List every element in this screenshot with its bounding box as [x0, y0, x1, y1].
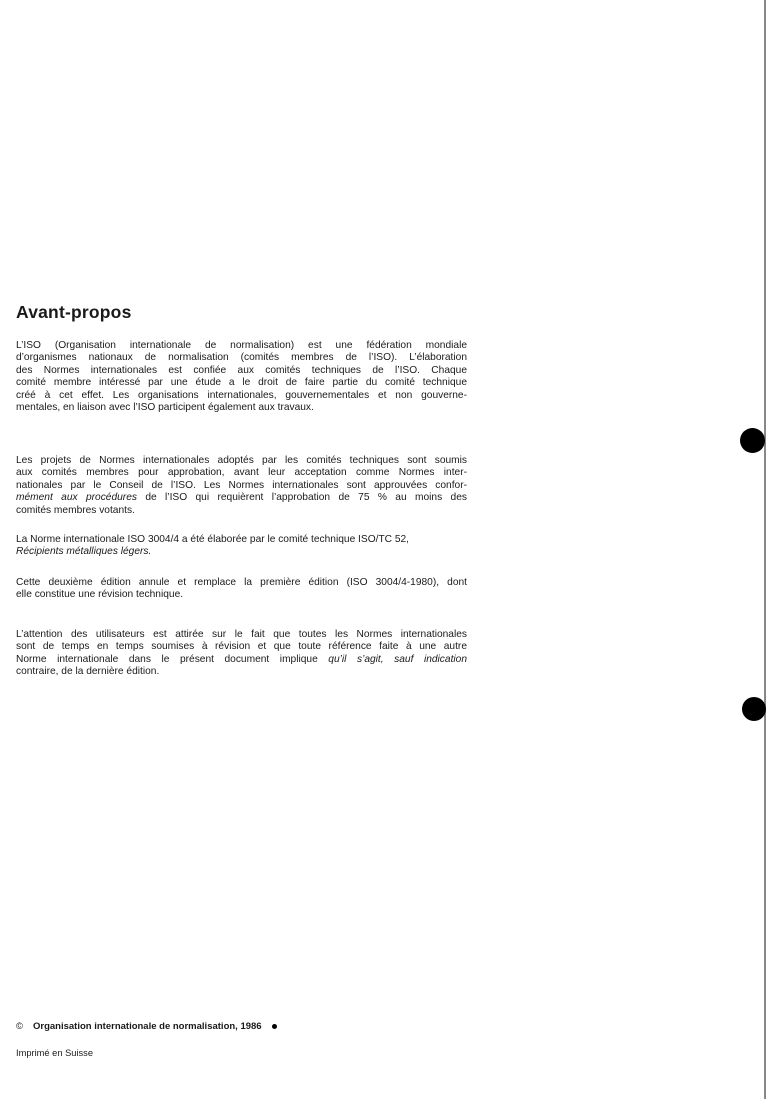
text-line: comités membres votants.: [16, 504, 135, 516]
text-line: [16, 654, 467, 666]
bullet-icon: [272, 1024, 277, 1029]
text-line: des Normes internationales est confiée aux comités techniques de l’ISO. Chaque: [16, 364, 467, 376]
text-line: L’ISO (Organisation internationale de normalisation) est une fédération mondiale: [16, 340, 467, 351]
binding-hole-mark: [742, 697, 766, 721]
text: Norme internationale dans le présent document implique: [16, 653, 329, 665]
italic-text: Récipients métalliques légers.: [16, 546, 152, 558]
paragraph-attention: [16, 629, 467, 679]
paragraph-iso-intro: [16, 340, 467, 414]
text-line: [16, 546, 467, 558]
paragraph-edition: [16, 577, 467, 602]
paragraph-committee: [16, 534, 467, 559]
printed-in: Imprimé en Suisse: [16, 1048, 93, 1058]
copyright-icon: ©: [16, 1021, 23, 1032]
paragraph-approval: [16, 455, 467, 517]
copyright-line: [16, 1021, 277, 1032]
text-line: Cette deuxième édition annule et remplace la première édition (ISO 3004/4-1980), dont: [16, 577, 467, 588]
binding-hole-mark: [740, 428, 765, 453]
text-line: d’organismes nationaux de normalisation (comités membres de l’ISO). L’élaboration: [16, 352, 467, 364]
copyright-text: Organisation internationale de normalisation, 1986: [33, 1021, 262, 1032]
text-line: L’attention des utilisateurs est attirée sur le fait que toutes les Normes internationales: [16, 629, 467, 640]
text-line: créé à cet effet. Les organisations internationales, gouvernementales et non gouverne-: [16, 389, 467, 401]
text-line: Les projets de Normes internationales adoptés par les comités techniques sont soumis: [16, 455, 467, 466]
text-line: sont de temps en temps soumises à révision et que toute référence faite à une autre: [16, 641, 467, 653]
text-line: elle constitue une révision technique.: [16, 589, 184, 601]
text-line: La Norme internationale ISO 3004/4 a été élaborée par le comité technique ISO/TC 52,: [16, 534, 410, 545]
text-line: nationales par le Conseil de l’ISO. Les Normes internationales sont approuvées confor-: [16, 479, 467, 491]
text-line: contraire, de la dernière édition.: [16, 666, 160, 678]
text-line: mentales, en liaison avec l’ISO participent également aux travaux.: [16, 402, 314, 414]
text: de l’ISO qui requièrent l’approbation de 75 % au moins des: [136, 492, 467, 504]
text-line: comité membre intéressé par une étude a le droit de faire partie du comité technique: [16, 377, 467, 389]
italic-text: mément aux procédures: [16, 492, 137, 504]
text-line: [16, 492, 467, 504]
text-line: aux comités membres pour approbation, avant leur acceptation comme Normes inter-: [16, 467, 467, 479]
page-title: Avant-propos: [16, 302, 132, 322]
italic-text: qu’il s’agit, sauf indication: [328, 653, 467, 665]
